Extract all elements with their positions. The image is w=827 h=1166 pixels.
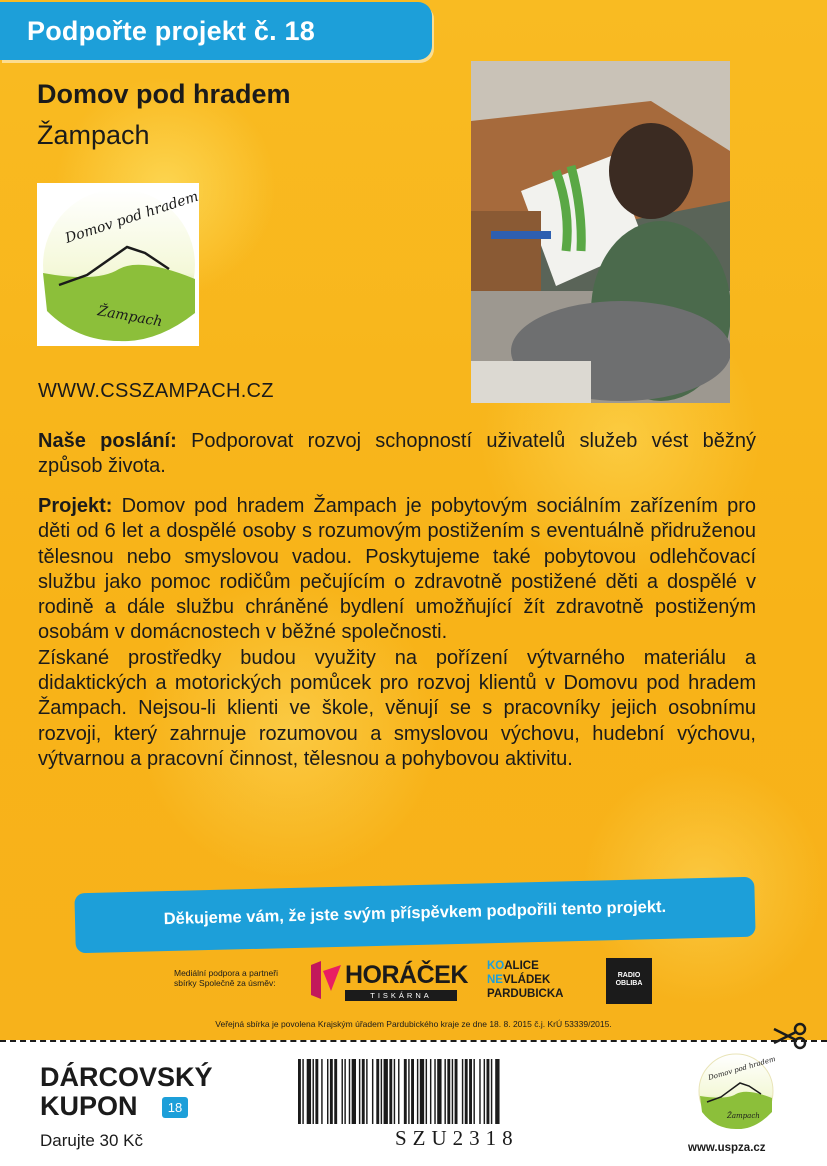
barcode-bar xyxy=(484,1059,485,1124)
coupon-organization-logo xyxy=(697,1050,775,1132)
barcode-bar xyxy=(366,1059,367,1124)
coupon-logo-image xyxy=(697,1050,775,1132)
photo-child-drawing xyxy=(471,61,730,403)
barcode-bar xyxy=(479,1059,480,1124)
barcode-bar xyxy=(349,1059,350,1124)
barcode-bar xyxy=(362,1059,365,1124)
project-header-label: Podpořte projekt č. 18 xyxy=(27,16,315,46)
barcode-bar xyxy=(408,1059,409,1124)
barcode-bar xyxy=(491,1059,492,1124)
koalice-hl-2: NE xyxy=(487,974,503,986)
barcode-bar xyxy=(376,1059,379,1124)
barcode-bar xyxy=(307,1059,311,1124)
horacek-name: HORÁČEK xyxy=(345,961,468,989)
barcode-bar xyxy=(315,1059,318,1124)
barcode-bar xyxy=(334,1059,337,1124)
mission-paragraph xyxy=(38,429,756,480)
organization-website: WWW.CSSZAMPACH.CZ xyxy=(38,380,274,402)
koalice-line-1: ALICE xyxy=(504,960,539,972)
organization-logo xyxy=(37,183,199,346)
barcode-bar xyxy=(381,1059,382,1124)
barcode-bar xyxy=(372,1059,373,1124)
horacek-mark-icon xyxy=(311,961,341,999)
barcode-bar xyxy=(434,1059,435,1124)
barcode-bar xyxy=(452,1059,453,1124)
horacek-sub: TISKÁRNA xyxy=(345,990,457,1001)
radio-logo: RADIO OBLIBA xyxy=(606,958,652,1004)
barcode-bar xyxy=(465,1059,468,1124)
horacek-logo xyxy=(311,961,468,1001)
barcode-text: SZU2318 xyxy=(395,1126,519,1150)
barcode-image xyxy=(298,1059,596,1124)
barcode-bar xyxy=(398,1059,399,1124)
thanks-text: Děkujeme vám, že jste svým příspěvkem podpořili tento projekt. xyxy=(163,897,667,929)
organization-logo-image xyxy=(37,183,199,346)
barcode-bar xyxy=(417,1059,418,1124)
barcode-bar xyxy=(330,1059,333,1124)
barcode-bar xyxy=(342,1059,343,1124)
logo-text-top: Domov pod hradem xyxy=(63,188,199,247)
coupon-logo-text-bottom: Žampach xyxy=(727,1112,760,1120)
legal-notice: Veřejná sbírka je povolena Krajským úřadem Pardubického kraje ze dne 18. 8. 2015 č.j. KrÚ 53339/2015. xyxy=(215,1019,612,1029)
coupon-amount: Darujte 30 Kč xyxy=(40,1131,143,1150)
coupon-website: www.uspza.cz xyxy=(688,1142,766,1154)
project-text-continued: Získané prostředky budou využity na pořízení výtvarného materiálu a didaktických a motorických pomůcek pro rozvoj klientů v Domovu pod hradem Žampach. Nejsou-li klienti ve škole, věnují se s pracovníky jejich osobnímu rozvoji, který zahrnuje rozumovou a smyslovou výchovu, hudební výchovu, výtvarnou a pracovní činnost, tělesnou a pohybovou aktivitu. xyxy=(38,646,756,770)
koalice-line-2: VLÁDEK xyxy=(502,974,551,986)
koalice-line-3: PARDUBICKA xyxy=(487,988,564,1000)
barcode-bar xyxy=(437,1059,441,1124)
barcode-bar xyxy=(469,1059,472,1124)
project-label: Projekt: xyxy=(38,495,113,517)
organization-place: Žampach xyxy=(37,120,150,150)
barcode-bar xyxy=(426,1059,427,1124)
barcode-bar xyxy=(302,1059,303,1124)
project-header-tab xyxy=(0,2,432,60)
coupon-badge: 18 xyxy=(162,1097,188,1118)
barcode-bar xyxy=(404,1059,407,1124)
barcode-bar xyxy=(394,1059,395,1124)
barcode-bar xyxy=(359,1059,360,1124)
barcode-bar xyxy=(444,1059,445,1124)
barcode-bar xyxy=(495,1059,499,1124)
barcode-bar xyxy=(352,1059,356,1124)
barcode-bar xyxy=(313,1059,314,1124)
barcode-bar xyxy=(389,1059,392,1124)
thanks-banner xyxy=(74,877,755,954)
coupon-title-line2: KUPON xyxy=(40,1091,138,1121)
barcode-bar xyxy=(384,1059,388,1124)
coupon-cut-line xyxy=(0,1040,827,1042)
coupon-logo-text-top: Domov pod hradem xyxy=(707,1055,775,1082)
scissors-icon xyxy=(772,1021,810,1051)
barcode-bar xyxy=(321,1059,322,1124)
barcode-bar xyxy=(411,1059,414,1124)
barcode-bar xyxy=(298,1059,301,1124)
barcode-bar xyxy=(462,1059,463,1124)
barcode-bar xyxy=(344,1059,345,1124)
mission-label: Naše poslání: xyxy=(38,430,177,452)
koalice-hl-1: KO xyxy=(487,960,505,972)
koalice-logo xyxy=(487,959,563,1001)
coupon-title-line1: DÁRCOVSKÝ xyxy=(40,1062,213,1092)
barcode-bar xyxy=(473,1059,474,1124)
barcode-bar xyxy=(430,1059,431,1124)
organization-name: Domov pod hradem xyxy=(37,79,291,109)
partners-label: Mediální podpora a partneři sbírky Společně za úsměv: xyxy=(174,968,278,988)
barcode-bar xyxy=(455,1059,458,1124)
barcode-bar xyxy=(327,1059,328,1124)
barcode-bar xyxy=(420,1059,424,1124)
project-photo xyxy=(471,61,730,403)
project-text: Domov pod hradem Žampach je pobytovým sociálním zařízením pro děti od 6 let a dospělé osoby s rozumovým postižením s eventuálně přidruženou tělesnou nebo smyslovou vadou. Poskytujeme také pobytovou odlehčovací službu jako pomoc rodičům pečujícím o zdravotně postižené děti a dospělé v rodině a dále službu chráněné bydlení umožňující žít zdravotně postiženým osobám v domácnostech v běžné společnosti. xyxy=(38,495,756,644)
barcode-bar xyxy=(487,1059,490,1124)
barcode-bar xyxy=(447,1059,450,1124)
mission-text: Podporovat rozvoj schopností uživatelů služeb vést běžný způsob života. xyxy=(38,430,756,478)
project-paragraph xyxy=(38,494,756,772)
logo-text-bottom: Žampach xyxy=(96,303,164,331)
